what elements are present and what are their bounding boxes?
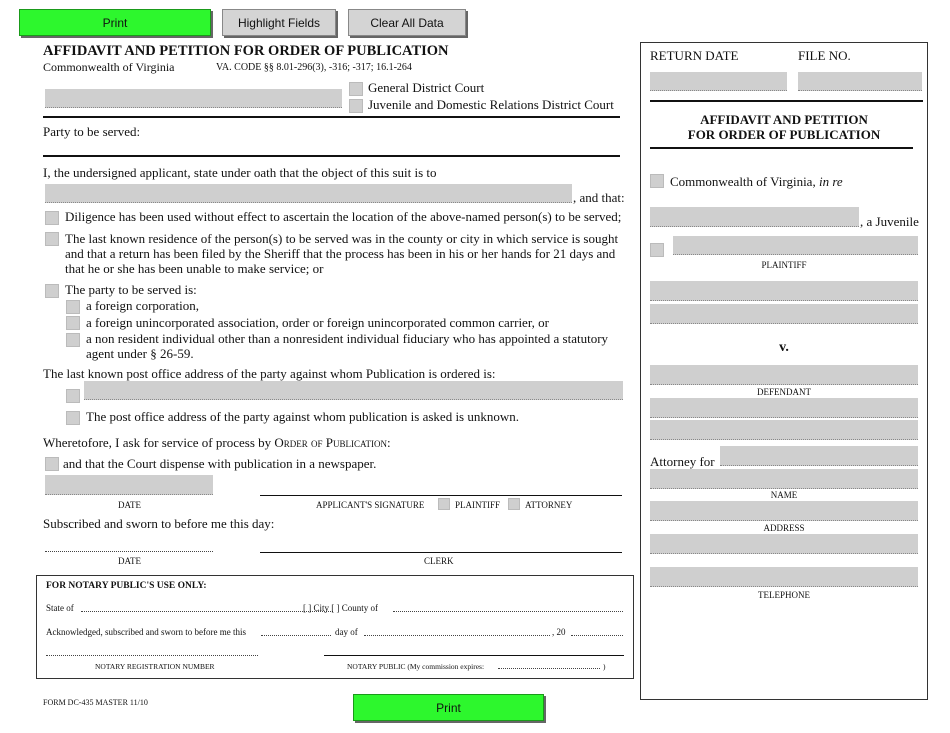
post-office-address-field[interactable] [84, 381, 623, 400]
party-is-text: The party to be served is: [65, 282, 197, 297]
attorney-name-field[interactable] [650, 469, 918, 489]
foreign-assoc-checkbox[interactable] [66, 316, 80, 330]
in-re-checkbox[interactable] [650, 174, 664, 188]
defendant-caption: DEFENDANT [757, 387, 811, 397]
notary-box [36, 575, 634, 679]
oath-text: I, the undersigned applicant, state under oath that the object of this suit is to [43, 165, 437, 180]
plaintiff-field[interactable] [673, 236, 918, 255]
date-caption: DATE [118, 500, 141, 510]
object-of-suit-field[interactable] [45, 184, 572, 203]
state-of-line[interactable] [81, 611, 333, 612]
foreign-assoc-text: a foreign unincorporated association, order or foreign unincorporated common carrier, or [86, 315, 549, 330]
sworn-date-caption: DATE [118, 556, 141, 566]
form-number: FORM DC-435 MASTER 11/10 [43, 698, 148, 707]
a-juvenile-label: , a Juvenile [860, 214, 919, 229]
panel-title-2: FOR ORDER OF PUBLICATION [687, 127, 881, 142]
print-button-bottom[interactable]: Print [353, 694, 544, 721]
attorney-address-field-1[interactable] [650, 501, 918, 521]
defendant-address-field-1[interactable] [650, 398, 918, 418]
date-field[interactable] [45, 475, 213, 495]
county-line[interactable] [393, 611, 623, 612]
acknowledged-label: Acknowledged, subscribed and sworn to before me this [46, 627, 246, 637]
divider [43, 116, 620, 118]
address-unknown-text: The post office address of the party against whom publication is asked is unknown. [86, 409, 520, 424]
post-office-checkbox[interactable] [66, 389, 80, 403]
nonresident-checkbox[interactable] [66, 333, 80, 347]
form-title: AFFIDAVIT AND PETITION FOR ORDER OF PUBLICATION [43, 43, 449, 59]
and-that-label: , and that: [573, 190, 625, 205]
foreign-corp-checkbox[interactable] [66, 300, 80, 314]
highlight-fields-button[interactable]: Highlight Fields [222, 9, 336, 36]
address-unknown-checkbox[interactable] [66, 411, 80, 425]
city-county-label: [ ] City [ ] County of [303, 603, 378, 613]
court-name-field[interactable] [45, 89, 342, 108]
panel-commonwealth-text: Commonwealth of Virginia, [670, 174, 816, 189]
reg-number-line[interactable] [46, 655, 258, 656]
name-caption: NAME [770, 490, 798, 500]
versus-label: v. [779, 340, 789, 355]
party-to-be-served-line[interactable] [43, 155, 620, 157]
diligence-text: Diligence has been used without effect to ascertain the location of the above-named person(s) to be served; [65, 209, 622, 224]
foreign-corp-text: a foreign corporation, [86, 298, 199, 313]
cover-panel [640, 42, 928, 700]
notary-close-paren: ) [603, 662, 606, 671]
year-line[interactable] [571, 635, 623, 636]
commission-expires-line[interactable] [498, 668, 600, 669]
nonresident-text-2: agent under § 26-59. [86, 346, 194, 361]
return-date-field[interactable] [650, 72, 787, 91]
sig-attorney-checkbox[interactable] [508, 498, 520, 510]
code-citation: VA. CODE §§ 8.01-296(3), -316; -317; 16.1-264 [216, 62, 412, 73]
general-district-checkbox[interactable] [349, 82, 363, 96]
last-known-text-1: The last known residence of the person(s) to be served was in the county or city in which service is sought [65, 231, 619, 246]
plaintiff-caption: PLAINTIFF [761, 260, 807, 270]
post-office-text: The last known post office address of the party against whom Publication is ordered is: [43, 366, 496, 381]
plaintiff-address-field-1[interactable] [650, 281, 918, 301]
last-known-residence-checkbox[interactable] [45, 232, 59, 246]
attorney-for-field[interactable] [720, 446, 918, 466]
in-re-text: in re [818, 174, 843, 189]
juvenile-name-field[interactable] [650, 207, 859, 227]
telephone-caption: TELEPHONE [758, 590, 810, 600]
defendant-address-field-2[interactable] [650, 420, 918, 440]
notary-heading: FOR NOTARY PUBLIC'S USE ONLY: [46, 581, 207, 591]
wherefore-prefix: Wheretofore, I ask for service of process by [43, 435, 275, 450]
clerk-caption: CLERK [424, 556, 454, 566]
attorney-for-label: Attorney for [650, 454, 715, 469]
panel-plaintiff-checkbox[interactable] [650, 243, 664, 257]
diligence-checkbox[interactable] [45, 211, 59, 225]
print-button[interactable]: Print [19, 9, 211, 36]
juvenile-court-label: Juvenile and Domestic Relations District Court [368, 97, 614, 112]
panel-divider-mid [650, 147, 913, 149]
wherefore-order: Order of Publication [274, 435, 387, 450]
panel-divider-top [650, 100, 923, 102]
defendant-field[interactable] [650, 365, 918, 385]
plaintiff-address-field-2[interactable] [650, 304, 918, 324]
wherefore-text [43, 435, 391, 451]
applicant-signature-caption: APPLICANT'S SIGNATURE [316, 500, 425, 510]
party-is-checkbox[interactable] [45, 284, 59, 298]
dispense-text: and that the Court dispense with publication in a newspaper. [63, 456, 377, 471]
sig-plaintiff-checkbox[interactable] [438, 498, 450, 510]
notary-signature-line[interactable] [324, 655, 624, 656]
attorney-address-field-2[interactable] [650, 534, 918, 554]
panel-commonwealth-label [670, 174, 843, 190]
telephone-field[interactable] [650, 567, 918, 587]
last-known-text-3: that he or she has been unable to make service; or [65, 261, 324, 276]
wherefore-suffix: : [387, 435, 391, 450]
year-label: , 20 [552, 627, 566, 637]
party-to-be-served-label: Party to be served: [43, 124, 141, 139]
address-caption: ADDRESS [763, 523, 805, 533]
day-of-label: day of [335, 627, 358, 637]
nonresident-text-1: a non resident individual other than a nonresident individual fiduciary who has appointed a statutory [86, 331, 609, 346]
sworn-date-line[interactable] [45, 551, 213, 552]
month-line[interactable] [364, 635, 550, 636]
notary-public-caption: NOTARY PUBLIC (My commission expires: [347, 662, 485, 671]
subscribed-text: Subscribed and sworn to before me this day: [43, 516, 275, 531]
file-no-field[interactable] [798, 72, 922, 91]
reg-number-caption: NOTARY REGISTRATION NUMBER [95, 662, 215, 671]
day-line[interactable] [261, 635, 331, 636]
last-known-text-2: and that a return has been filed by the Sheriff that the process has been in his or her hands for 21 days and [65, 246, 616, 261]
commonwealth-label: Commonwealth of Virginia [43, 60, 175, 74]
general-district-label: General District Court [368, 80, 485, 95]
sig-plaintiff-caption: PLAINTIFF [455, 500, 501, 510]
panel-title-1: AFFIDAVIT AND PETITION [700, 112, 868, 127]
clerk-line[interactable] [260, 552, 622, 553]
file-no-label: FILE NO. [798, 48, 851, 63]
clear-all-data-button[interactable]: Clear All Data [348, 9, 466, 36]
juvenile-court-checkbox[interactable] [349, 99, 363, 113]
return-date-label: RETURN DATE [650, 48, 739, 63]
signature-line[interactable] [260, 495, 622, 496]
state-of-label: State of [46, 603, 74, 613]
dispense-checkbox[interactable] [45, 457, 59, 471]
sig-attorney-caption: ATTORNEY [525, 500, 573, 510]
